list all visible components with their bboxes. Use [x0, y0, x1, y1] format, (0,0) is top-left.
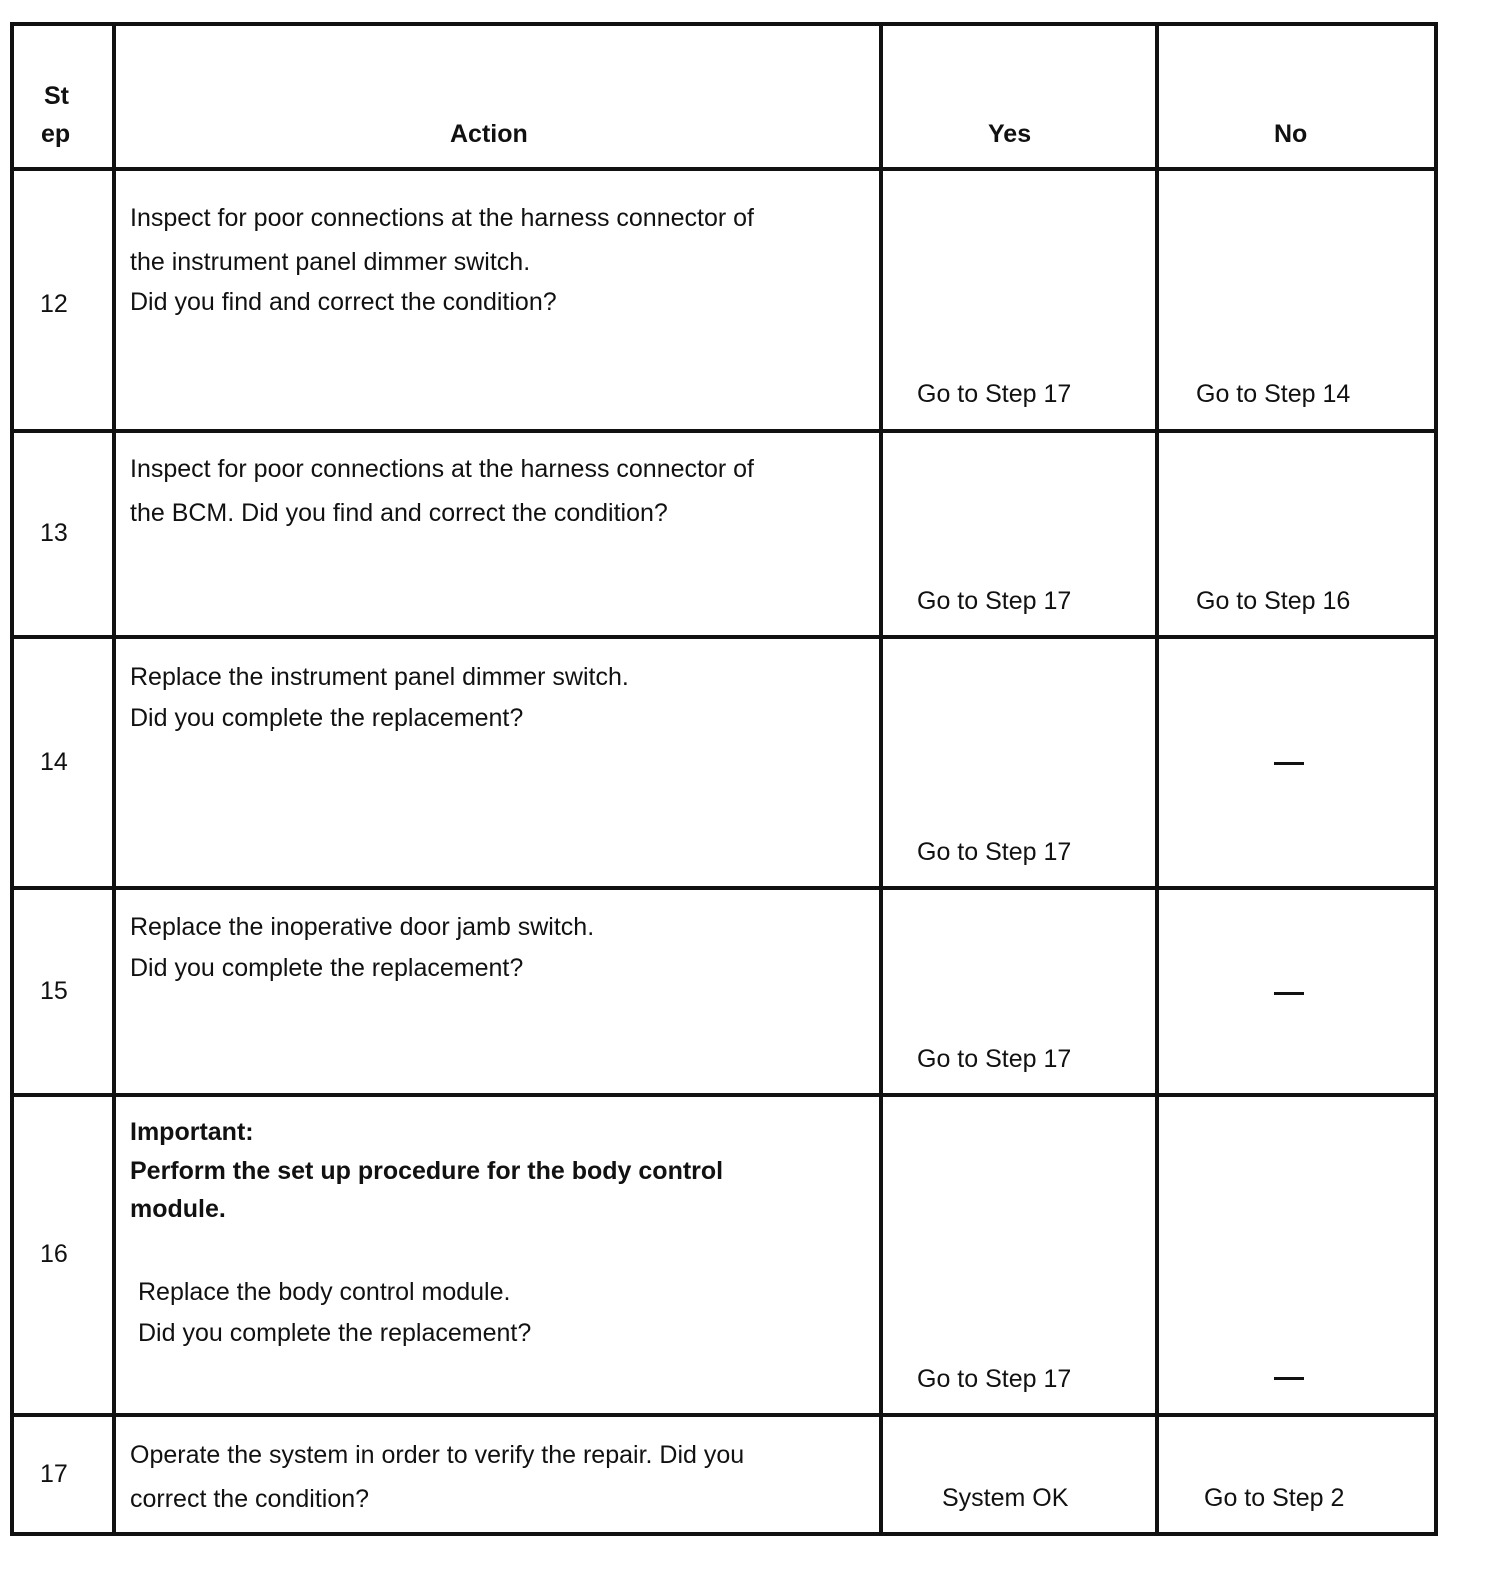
no-result-dash [1274, 762, 1304, 765]
diagnostic-table [10, 22, 1438, 1536]
action-line: Did you complete the replacement? [138, 1319, 532, 1347]
header-no: No [1274, 120, 1308, 148]
action-text [130, 455, 754, 528]
step-number: 15 [40, 977, 68, 1005]
action-line: the instrument panel dimmer switch. [130, 248, 531, 276]
action-text [130, 663, 629, 733]
step-number: 17 [40, 1460, 68, 1488]
header-step-line1: St [44, 82, 69, 110]
grid-line [10, 22, 14, 1536]
important-line: Perform the set up procedure for the body control [130, 1157, 724, 1185]
yes-result: Go to Step 17 [917, 1365, 1072, 1393]
grid-line [1155, 22, 1159, 1536]
grid-line [10, 1093, 1438, 1097]
grid-line [1434, 22, 1438, 1536]
grid-line [10, 635, 1438, 639]
no-result-dash [1274, 1377, 1304, 1380]
yes-result: Go to Step 17 [917, 1045, 1072, 1073]
action-line: Replace the body control module. [138, 1278, 511, 1306]
action-line: Inspect for poor connections at the harness connector of [130, 204, 754, 232]
action-line: Replace the inoperative door jamb switch. [130, 913, 595, 941]
action-text [130, 913, 594, 983]
yes-result: Go to Step 17 [917, 838, 1072, 866]
action-line: the BCM. Did you find and correct the condition? [130, 499, 668, 527]
no-result: Go to Step 14 [1196, 380, 1351, 408]
step-number: 12 [40, 290, 68, 318]
action-text [130, 204, 754, 317]
action-line: Did you find and correct the condition? [130, 288, 557, 316]
grid-line [10, 429, 1438, 433]
grid-line [10, 1413, 1438, 1417]
step-number: 16 [40, 1240, 68, 1268]
grid-line [112, 22, 116, 1536]
header-yes: Yes [988, 120, 1032, 148]
no-result: Go to Step 16 [1196, 587, 1351, 615]
grid-line [10, 167, 1438, 171]
header-step-line2: ep [41, 120, 71, 148]
step-number: 13 [40, 519, 68, 547]
step-number: 14 [40, 748, 68, 776]
action-text [138, 1278, 531, 1348]
action-line: Operate the system in order to verify the repair. Did you [130, 1441, 745, 1469]
action-line: Replace the instrument panel dimmer switch. [130, 663, 629, 691]
grid-line [10, 22, 1438, 26]
header-action: Action [450, 120, 528, 148]
action-line: correct the condition? [130, 1485, 370, 1513]
no-result-dash [1274, 992, 1304, 995]
grid-line [879, 22, 883, 1536]
yes-result: Go to Step 17 [917, 587, 1072, 615]
important-note [130, 1118, 723, 1224]
action-line: Inspect for poor connections at the harness connector of [130, 455, 754, 483]
action-line: Did you complete the replacement? [130, 704, 524, 732]
action-text [130, 1441, 744, 1514]
action-line: Did you complete the replacement? [130, 954, 524, 982]
grid-line [10, 886, 1438, 890]
important-line: module. [130, 1195, 226, 1223]
important-label: Important: [130, 1118, 254, 1146]
grid-line [10, 1532, 1438, 1536]
yes-result: Go to Step 17 [917, 380, 1072, 408]
no-result: Go to Step 2 [1204, 1484, 1345, 1512]
yes-result: System OK [942, 1484, 1069, 1512]
